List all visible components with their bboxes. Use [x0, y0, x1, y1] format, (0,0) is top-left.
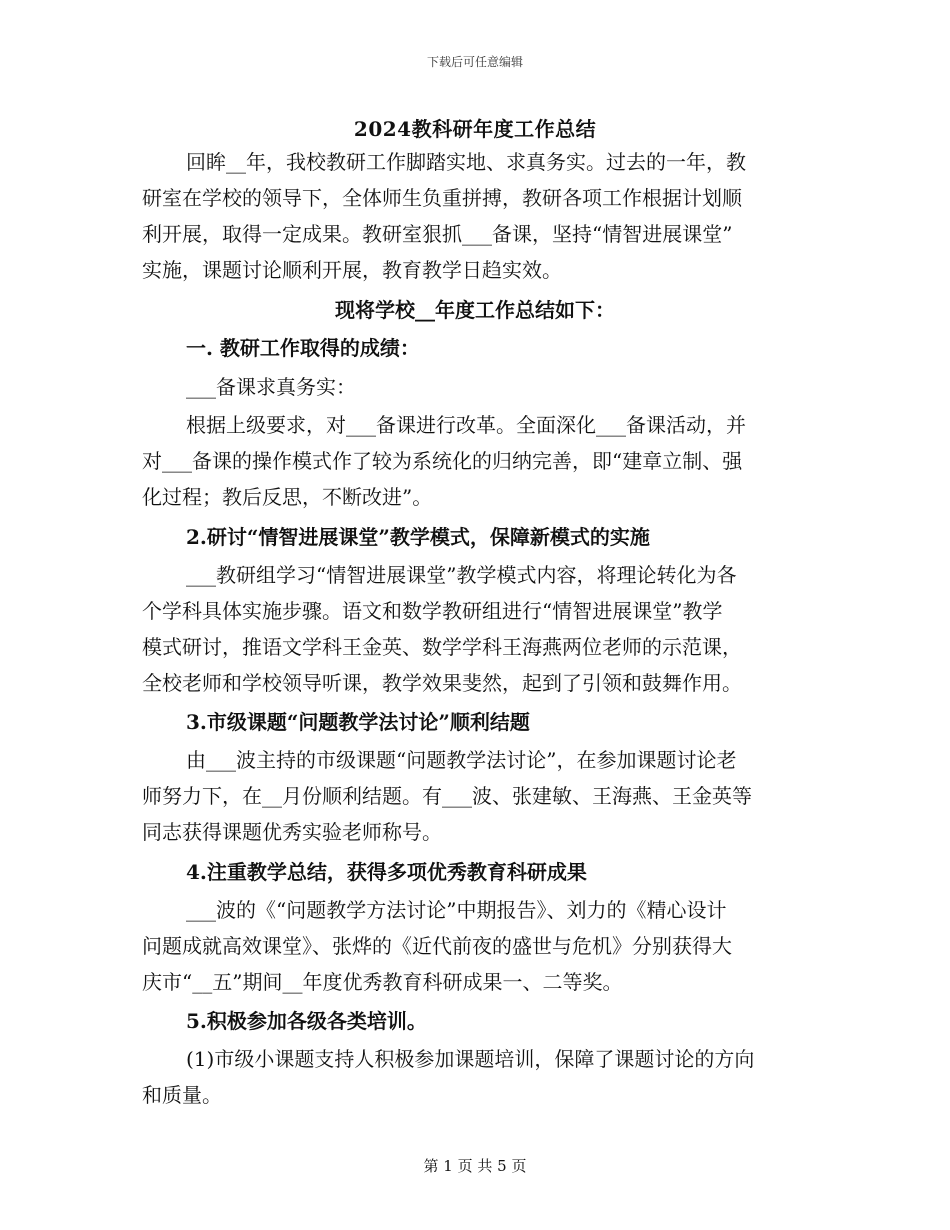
- document-title: 2024教科研年度工作总结: [353, 117, 597, 141]
- item2-heading: 2.研讨“情智进展课堂”教学模式，保障新模式的实施: [186, 525, 650, 549]
- page-footer: 第 1 页 共 5 页: [423, 1157, 527, 1175]
- item3-line: 同志获得课题优秀实验老师称号。: [142, 820, 442, 844]
- intro-line: 研室在学校的领导下，全体师生负重拼搏，教研各项工作根据计划顺: [142, 186, 742, 210]
- item5-line: 和质量。: [142, 1083, 222, 1107]
- item5-line: (1)市级小课题支持人积极参加课题培训，保障了课题讨论的方向: [186, 1047, 755, 1071]
- item2-line: ___教研组学习“情智进展课堂”教学模式内容，将理论转化为各: [186, 563, 737, 587]
- item1-title: ___备课求真务实：: [186, 375, 356, 399]
- item3-heading: 3.市级课题“问题教学法讨论”顺利结题: [186, 710, 530, 734]
- item4-line: ___波的《“问题教学方法讨论”中期报告》、刘力的《精心设计: [186, 898, 727, 922]
- section-heading: 一. 教研工作取得的成绩：: [186, 336, 420, 360]
- item2-line: 模式研讨，推语文学科王金英、数学学科王海燕两位老师的示范课，: [142, 635, 742, 659]
- item5-heading: 5.积极参加各级各类培训。: [186, 1009, 427, 1033]
- intro-line: 利开展，取得一定成果。教研室狠抓___备课，坚持“情智进展课堂”: [142, 222, 733, 246]
- item4-heading: 4.注重教学总结，获得多项优秀教育科研成果: [186, 860, 587, 884]
- item1-line: 根据上级要求，对___备课进行改革。全面深化___备课活动，并: [186, 413, 746, 437]
- item3-line: 由___波主持的市级课题“问题教学法讨论”，在参加课题讨论老: [186, 748, 737, 772]
- intro-line: 实施，课题讨论顺利开展，教育教学日趋实效。: [142, 258, 562, 282]
- item3-line: 师努力下，在__月份顺利结题。有___波、张建敏、王海燕、王金英等: [142, 784, 752, 808]
- item2-line: 个学科具体实施步骤。语文和数学教研组进行“情智进展课堂”教学: [142, 599, 723, 623]
- item2-line: 全校老师和学校领导听课，教学效果斐然，起到了引领和鼓舞作用。: [142, 671, 742, 695]
- summary-heading: 现将学校__年度工作总结如下：: [335, 298, 615, 322]
- page-header: 下载后可任意编辑: [426, 55, 523, 69]
- item4-line: 问题成就高效课堂》、张烨的《近代前夜的盛世与危机》分别获得大: [142, 934, 732, 958]
- item4-line: 庆市“__五”期间__年度优秀教育科研成果一、二等奖。: [142, 970, 623, 994]
- item1-line: 对___备课的操作模式作了较为系统化的归纳完善，即“建章立制、强: [142, 449, 743, 473]
- intro-line: 回眸__年，我校教研工作脚踏实地、求真务实。过去的一年，教: [186, 150, 746, 174]
- item1-line: 化过程；教后反思，不断改进”。: [142, 485, 433, 509]
